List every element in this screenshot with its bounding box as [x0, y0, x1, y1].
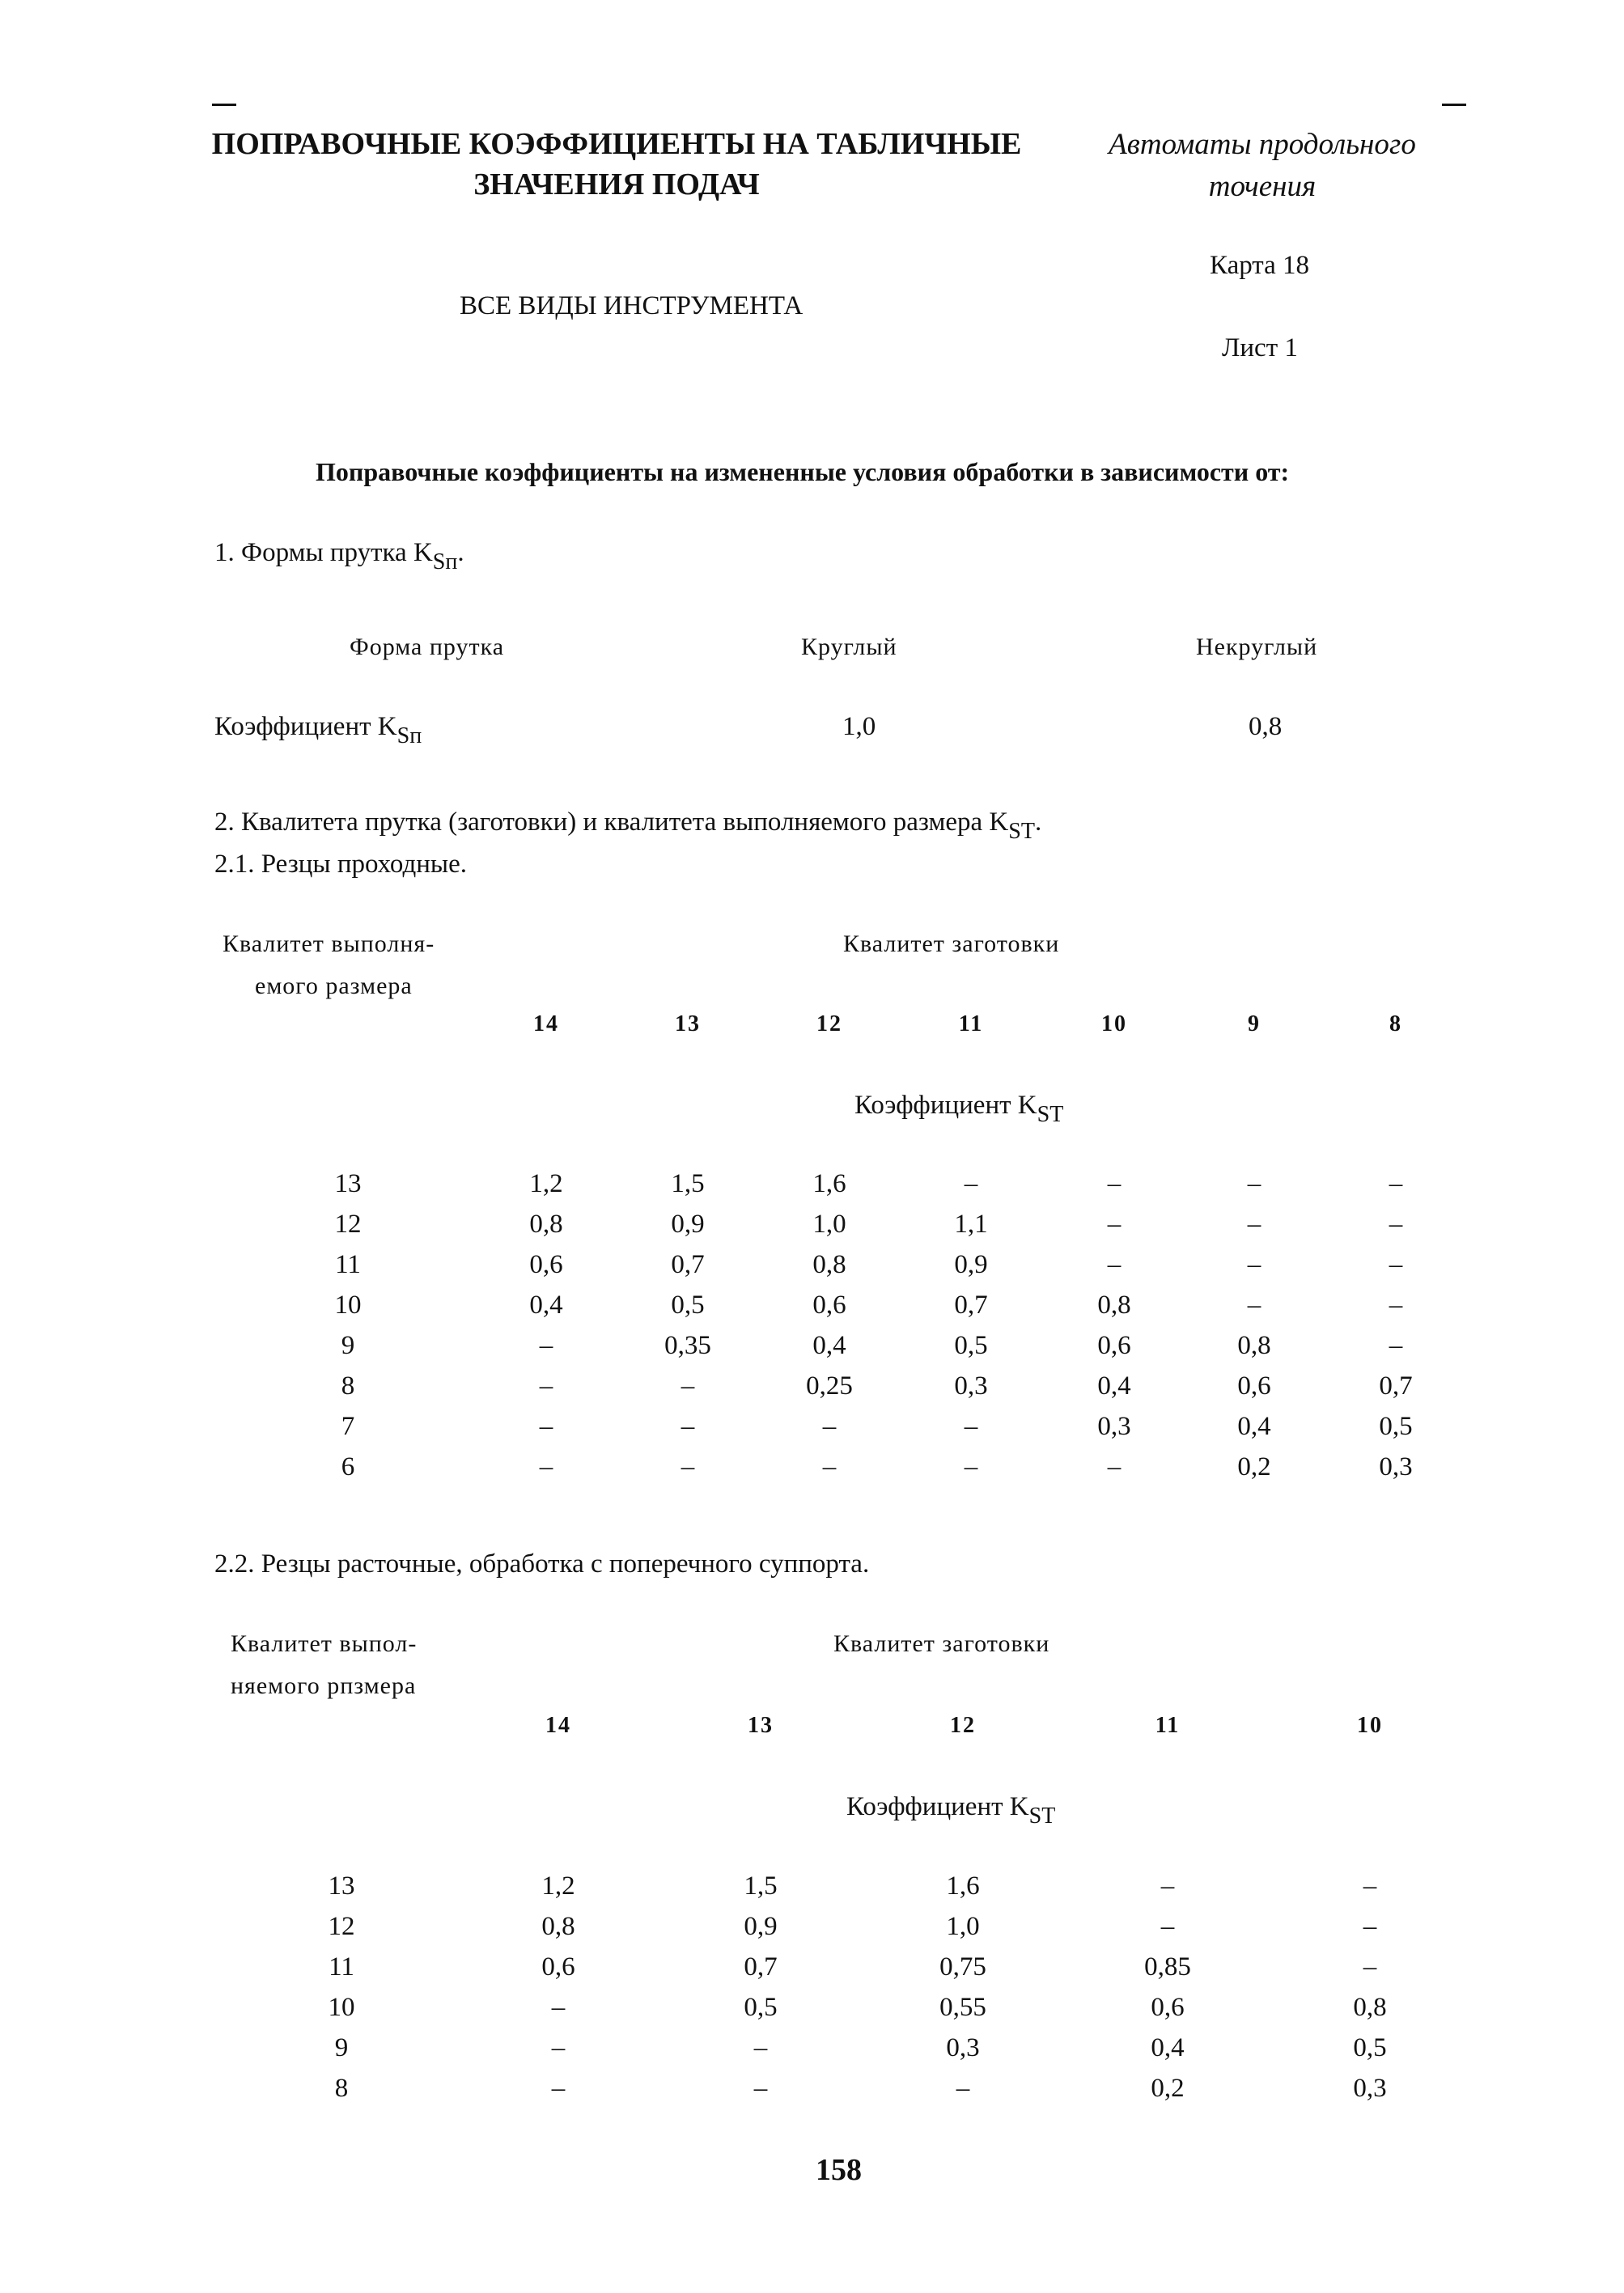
- corner-mark-left: [212, 104, 236, 106]
- t1-cell: –: [1107, 1250, 1122, 1279]
- t1-col-header: 9: [1248, 1011, 1261, 1036]
- t1-coef-label-sub: ST: [1037, 1101, 1064, 1127]
- t2-cell: 0,3: [946, 2033, 980, 2062]
- t1-cell: 0,5: [671, 1291, 705, 1320]
- t1-cell: –: [964, 1452, 978, 1481]
- t2-col-group: Квалитет заготовки: [833, 1630, 1050, 1657]
- t2-coef-label: [846, 1792, 1055, 1829]
- t2-row-quality: 8: [334, 2074, 349, 2103]
- t1-cell: –: [822, 1412, 837, 1441]
- t1-cell: –: [1107, 1210, 1122, 1239]
- t1-cell: 1,6: [812, 1169, 846, 1198]
- t1-cell: 0,6: [1237, 1371, 1271, 1401]
- t1-cell: 0,4: [1097, 1371, 1131, 1401]
- t2-col-header: 11: [1155, 1713, 1181, 1738]
- t1-cell: 0,8: [1097, 1291, 1131, 1320]
- t1-row-quality: 13: [334, 1169, 362, 1198]
- t2-cell: 1,2: [541, 1871, 575, 1901]
- t1-cell: –: [1247, 1169, 1261, 1198]
- t1-cell: 0,35: [664, 1331, 711, 1360]
- t1-row-quality: 6: [341, 1452, 355, 1481]
- t1-cell: –: [539, 1412, 553, 1441]
- t1-cell: 0,6: [812, 1291, 846, 1320]
- coef-row-label-sub: Sп: [396, 723, 422, 748]
- section1-heading-sub: Sп: [432, 549, 458, 574]
- coef-row-label-text: Коэффициент K: [214, 712, 397, 741]
- t1-cell: 0,8: [529, 1210, 563, 1239]
- t1-cell: 0,4: [812, 1331, 846, 1360]
- t1-cell: –: [1107, 1169, 1122, 1198]
- machine-type-line-2: точения: [1208, 170, 1317, 203]
- t1-col-group: Квалитет заготовки: [843, 930, 1060, 957]
- t1-cell: –: [1389, 1169, 1403, 1198]
- t2-coef-label-sub: ST: [1028, 1803, 1056, 1829]
- machine-type-line-1: Автоматы продольного: [1109, 128, 1416, 161]
- t2-cell: 0,4: [1151, 2033, 1185, 2062]
- t1-cell: 0,9: [671, 1210, 705, 1239]
- intro-text: Поправочные коэффициенты на измененные условия обработки в зависимости от:: [316, 457, 1290, 486]
- section2-2-heading: 2.2. Резцы расточные, обработка с поперечного суппорта.: [214, 1549, 870, 1579]
- t1-cell: –: [539, 1452, 553, 1481]
- t1-coef-label: [854, 1091, 1063, 1128]
- t2-cell: 1,0: [946, 1912, 980, 1941]
- t1-cell: 0,3: [954, 1371, 988, 1401]
- t1-cell: –: [1247, 1250, 1261, 1279]
- t1-cell: 1,5: [671, 1169, 705, 1198]
- t1-cell: 0,7: [1379, 1371, 1413, 1401]
- t1-col-header: 13: [675, 1011, 701, 1036]
- t2-col-header: 14: [545, 1713, 571, 1738]
- col-form: Форма прутка: [350, 634, 505, 660]
- t2-cell: 0,75: [939, 1952, 986, 1981]
- t2-cell: –: [551, 2074, 566, 2103]
- tools-heading: ВСЕ ВИДЫ ИНСТРУМЕНТА: [460, 291, 804, 320]
- t1-col-header: 11: [958, 1011, 984, 1036]
- t1-cell: –: [1389, 1331, 1403, 1360]
- t1-row-header-line1: Квалитет выполня-: [223, 930, 435, 957]
- t2-cell: 0,7: [744, 1952, 778, 1981]
- t2-cell: 0,55: [939, 1993, 986, 2022]
- t1-row-quality: 9: [341, 1331, 355, 1360]
- t1-cell: –: [964, 1412, 978, 1441]
- t2-row-quality: 10: [328, 1993, 355, 2022]
- t2-row-header-line2: няемого рпзмера: [231, 1672, 417, 1699]
- t1-cell: 0,4: [1237, 1412, 1271, 1441]
- section2-heading-sub: ST: [1008, 818, 1035, 844]
- t2-cell: 1,5: [744, 1871, 778, 1901]
- t1-cell: 0,2: [1237, 1452, 1271, 1481]
- t2-col-header: 12: [950, 1713, 976, 1738]
- t1-row-quality: 10: [334, 1291, 362, 1320]
- t1-col-header: 10: [1101, 1011, 1127, 1036]
- t1-cell: –: [681, 1452, 695, 1481]
- t1-cell: –: [1389, 1250, 1403, 1279]
- t2-coef-label-text: Коэффициент K: [846, 1792, 1029, 1821]
- t1-row-quality: 8: [341, 1371, 355, 1401]
- t2-cell: –: [551, 2033, 566, 2062]
- section2-heading: [214, 807, 1041, 845]
- round-value: 1,0: [842, 712, 876, 741]
- t1-row-quality: 12: [334, 1210, 362, 1239]
- t2-cell: 0,3: [1353, 2074, 1387, 2103]
- t2-cell: 0,6: [1151, 1993, 1185, 2022]
- t1-row-quality: 11: [335, 1250, 361, 1279]
- section2-heading-text: 2. Квалитета прутка (заготовки) и квалитета выполняемого размера K: [214, 807, 1009, 837]
- t2-cell: 0,8: [1353, 1993, 1387, 2022]
- t2-row-header-line1: Квалитет выпол-: [231, 1630, 418, 1657]
- t2-cell: 0,9: [744, 1912, 778, 1941]
- t1-col-header: 8: [1389, 1011, 1402, 1036]
- t1-cell: –: [1247, 1210, 1261, 1239]
- t1-cell: 0,5: [954, 1331, 988, 1360]
- title-line-2: ЗНАЧЕНИЯ ПОДАЧ: [473, 167, 760, 201]
- t1-cell: 0,6: [1097, 1331, 1131, 1360]
- t1-cell: 0,6: [529, 1250, 563, 1279]
- t1-cell: 1,2: [529, 1169, 563, 1198]
- t2-cell: –: [1363, 1912, 1377, 1941]
- t1-cell: 0,7: [671, 1250, 705, 1279]
- t2-cell: –: [1160, 1871, 1175, 1901]
- t1-cell: 1,1: [954, 1210, 988, 1239]
- t1-coef-label-text: Коэффициент K: [854, 1091, 1037, 1120]
- t2-col-header: 10: [1357, 1713, 1383, 1738]
- t2-cell: –: [1363, 1952, 1377, 1981]
- title-line-1: ПОПРАВОЧНЫЕ КОЭФФИЦИЕНТЫ НА ТАБЛИЧНЫЕ: [211, 127, 1022, 161]
- t2-row-quality: 13: [328, 1871, 355, 1901]
- t1-row-header-line2: емого размера: [255, 973, 413, 999]
- coef-row-label: [214, 712, 422, 749]
- section1-heading-text: 1. Формы прутка K: [214, 538, 433, 567]
- t2-col-header: 13: [748, 1713, 774, 1738]
- t1-cell: 0,3: [1379, 1452, 1413, 1481]
- t1-col-header: 14: [533, 1011, 559, 1036]
- t1-cell: –: [964, 1169, 978, 1198]
- t1-cell: 0,8: [812, 1250, 846, 1279]
- t2-cell: 0,5: [1353, 2033, 1387, 2062]
- t1-cell: –: [1389, 1210, 1403, 1239]
- t2-row-quality: 12: [328, 1912, 355, 1941]
- corner-mark-right: [1442, 104, 1466, 106]
- t1-cell: –: [1247, 1291, 1261, 1320]
- t1-cell: 0,3: [1097, 1412, 1131, 1441]
- t2-cell: –: [551, 1993, 566, 2022]
- t1-cell: –: [681, 1371, 695, 1401]
- t1-cell: –: [1107, 1452, 1122, 1481]
- t1-row-quality: 7: [341, 1412, 355, 1441]
- t2-cell: 0,2: [1151, 2074, 1185, 2103]
- section1-heading: [214, 538, 464, 575]
- t2-cell: 0,5: [744, 1993, 778, 2022]
- t2-cell: 0,85: [1144, 1952, 1191, 1981]
- t1-cell: 0,7: [954, 1291, 988, 1320]
- t2-cell: –: [1160, 1912, 1175, 1941]
- t2-cell: –: [956, 2074, 970, 2103]
- t1-cell: 0,5: [1379, 1412, 1413, 1441]
- t1-cell: –: [539, 1331, 553, 1360]
- section2-1-heading: 2.1. Резцы проходные.: [214, 850, 467, 879]
- t2-cell: 0,6: [541, 1952, 575, 1981]
- t2-row-quality: 11: [329, 1952, 354, 1981]
- t2-cell: 1,6: [946, 1871, 980, 1901]
- t1-cell: –: [1389, 1291, 1403, 1320]
- t2-cell: –: [753, 2074, 768, 2103]
- section2-heading-end: .: [1034, 807, 1042, 837]
- t1-cell: 0,9: [954, 1250, 988, 1279]
- t2-row-quality: 9: [334, 2033, 349, 2062]
- t1-cell: 0,8: [1237, 1331, 1271, 1360]
- t2-cell: –: [1363, 1871, 1377, 1901]
- col-nonround: Некруглый: [1196, 634, 1318, 660]
- page-number: 158: [816, 2153, 862, 2187]
- t1-cell: 0,25: [806, 1371, 853, 1401]
- t1-cell: –: [681, 1412, 695, 1441]
- t2-cell: –: [753, 2033, 768, 2062]
- t1-cell: –: [822, 1452, 837, 1481]
- t1-cell: 0,4: [529, 1291, 563, 1320]
- t1-cell: 1,0: [812, 1210, 846, 1239]
- col-round: Круглый: [801, 634, 897, 660]
- card-number: Карта 18: [1210, 251, 1310, 280]
- nonround-value: 0,8: [1249, 712, 1283, 741]
- t1-cell: –: [539, 1371, 553, 1401]
- sheet-number: Лист 1: [1222, 333, 1298, 362]
- t1-col-header: 12: [816, 1011, 842, 1036]
- section1-heading-end: .: [457, 538, 464, 567]
- t2-cell: 0,8: [541, 1912, 575, 1941]
